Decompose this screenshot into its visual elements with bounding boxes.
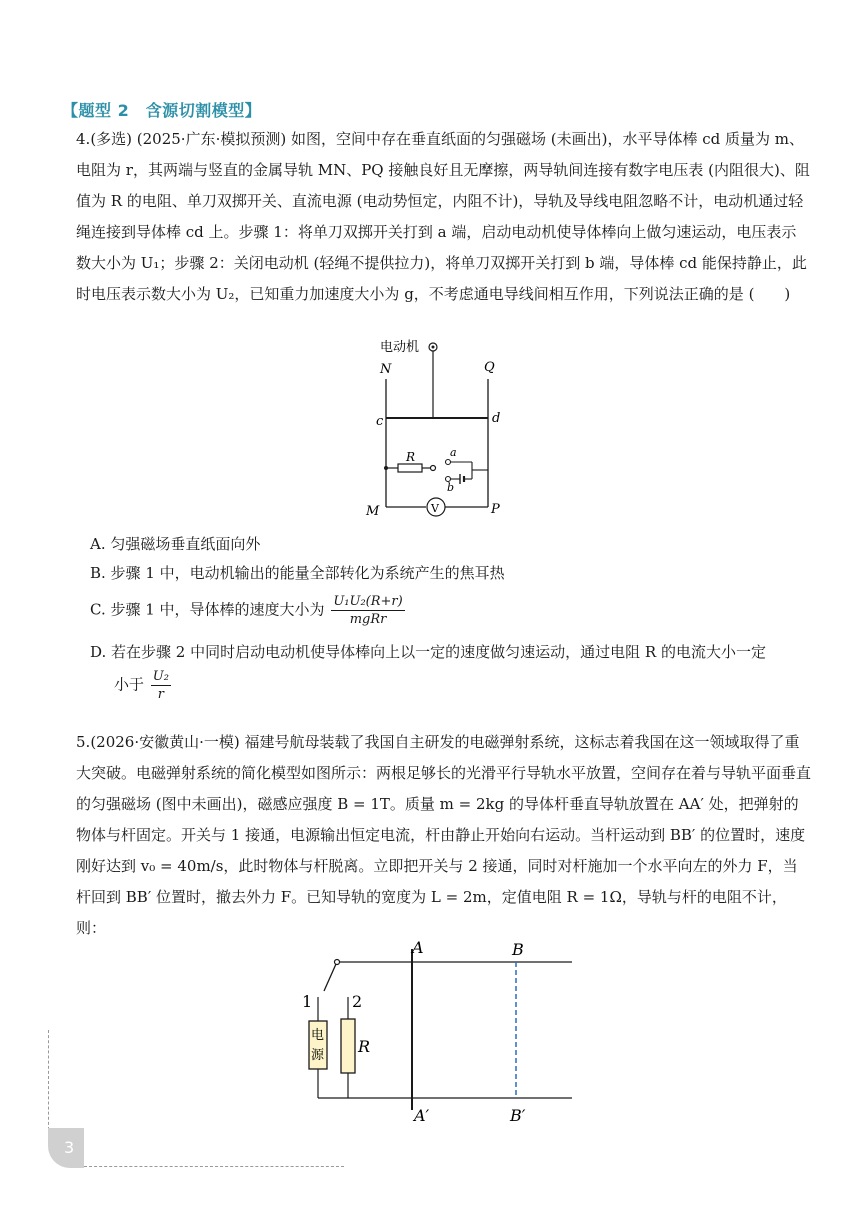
question-4-text: (多选) (2025·广东·模拟预测) 如图，空间中存在垂直纸面的匀强磁场 (未画出)，水平导体棒 cd 质量为 m、电阻为 r，其两端与竖直的金属导轨 MN、PQ 接触良好且无摩擦，两导轨间连接有数字电压表 (内阻很大)、阻值为 R 的电阻、单刀双掷开关、直流电源 (电动势恒定，内阻不计)，导轨及导线电阻忽略不计，电动机通过轻绳连接到导体棒 cd 上。步骤 1：将单刀双掷开关打到 a 端，启动电动机使导体棒向上做匀速运动，电压表示数大小为 U₁；步骤 2：关闭电动机 (轻绳不提供拉力)，将单刀双掷开关打到 b 端，导体棒 cd 能保持静止，此时电压表示数大小为 U₂，已知重力加速度大小为 g，不考虑通电导线间相互作用，下列说法正确的是 ( ) bbox=[76, 130, 810, 303]
question-4-number: 4. bbox=[76, 130, 91, 148]
option-D-fraction bbox=[151, 668, 171, 703]
option-D-denominator: r bbox=[157, 687, 164, 702]
margin-dashed-line bbox=[48, 1030, 49, 1130]
option-C-denominator: mgRr bbox=[349, 612, 387, 627]
label-B-prime: B′ bbox=[510, 1106, 526, 1125]
label-b: b bbox=[447, 481, 455, 494]
resistor-R bbox=[398, 464, 422, 472]
switch-pivot bbox=[335, 960, 340, 965]
option-D-line1: D. 若在步骤 2 中同时启动电动机使导体棒向上以一定的速度做匀速运动，通过电阻 R 的电流大小一定 bbox=[90, 643, 766, 661]
label-d: d bbox=[492, 411, 501, 426]
label-A-prime: A′ bbox=[414, 1106, 430, 1125]
footer-dashed-line bbox=[84, 1166, 344, 1167]
label-c: c bbox=[376, 414, 384, 429]
option-D-prefix: 小于 bbox=[114, 675, 145, 694]
option-D-line2 bbox=[114, 668, 173, 703]
label-V: V bbox=[431, 502, 439, 515]
question-5-text: (2026·安徽黄山·一模) 福建号航母装载了我国自主研发的电磁弹射系统，这标志着我国在这一领域取得了重大突破。电磁弹射系统的简化模型如图所示：两根足够长的光滑平行导轨水平放置，空间存在着与导轨平面垂直的匀强磁场 (图中未画出)，磁感应强度 B = 1T。质量 m = 2kg 的导体杆垂直导轨放置在 AA′ 处，把弹射的物体与杆固定。开关与 1 接通，电源输出恒定电流，杆由静止开始向右运动。当杆运动到 BB′ 的位置时，速度刚好达到 v₀ = 40m/s，此时物体与杆脱离。立即把开关与 2 接通，同时对杆施加一个水平向左的外力 F，当杆回到 BB′ 位置时，撤去外力 F。已知导轨的宽度为 L = 2m，定值电阻 R = 1Ω，导轨与杆的电阻不计，则： bbox=[76, 733, 812, 937]
source-char-2: 源 bbox=[311, 1048, 325, 1063]
question-5-number: 5. bbox=[76, 733, 91, 751]
question-5 bbox=[76, 727, 811, 944]
source-char-1: 电 bbox=[311, 1028, 325, 1043]
label-R: R bbox=[406, 450, 416, 464]
label-R: R bbox=[358, 1037, 371, 1056]
option-D-numerator: U₂ bbox=[152, 669, 169, 684]
q4-circuit-figure bbox=[360, 335, 520, 525]
label-A: A bbox=[412, 938, 424, 957]
q5-rail-figure bbox=[290, 935, 590, 1125]
option-C-fraction bbox=[331, 593, 404, 628]
switch-blade bbox=[324, 964, 336, 991]
question-4 bbox=[76, 124, 811, 310]
page-number: 3 bbox=[64, 1138, 75, 1157]
option-C-prefix: C. 步骤 1 中，导体棒的速度大小为 bbox=[90, 600, 325, 619]
switch-pivot bbox=[431, 466, 436, 471]
resistor-R bbox=[341, 1019, 355, 1073]
label-P: P bbox=[491, 502, 500, 517]
option-A: A. 匀强磁场垂直纸面向外 bbox=[90, 535, 261, 553]
option-C bbox=[90, 593, 407, 628]
label-2: 2 bbox=[352, 992, 363, 1011]
label-1: 1 bbox=[302, 992, 313, 1011]
section-title: 【题型 2 含源切割模型】 bbox=[62, 101, 262, 120]
label-Q: Q bbox=[484, 360, 495, 375]
label-a: a bbox=[450, 446, 457, 459]
label-M: M bbox=[366, 504, 380, 519]
option-C-numerator: U₁U₂(R+r) bbox=[333, 594, 403, 609]
label-N: N bbox=[380, 362, 392, 377]
option-B: B. 步骤 1 中，电动机输出的能量全部转化为系统产生的焦耳热 bbox=[90, 564, 505, 582]
label-B: B bbox=[512, 940, 524, 959]
motor-label: 电动机 bbox=[380, 340, 420, 355]
